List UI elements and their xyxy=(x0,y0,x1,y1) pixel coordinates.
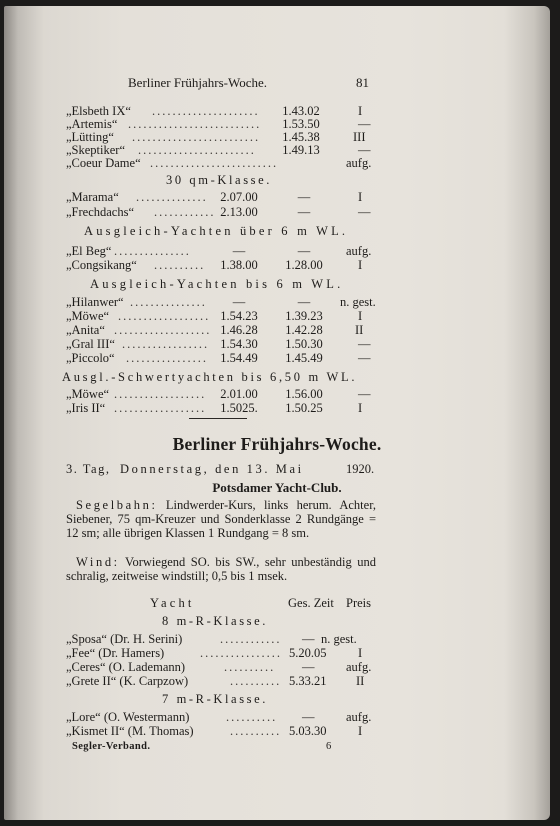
prize: I xyxy=(358,646,363,660)
leader-dots: .................. xyxy=(114,401,207,415)
time: 2.13.00 xyxy=(220,205,258,219)
yacht-name: „Elsbeth IX“ xyxy=(66,104,131,118)
prize: — xyxy=(358,337,371,351)
leader-dots: .................. xyxy=(114,387,207,401)
yacht-name: „Anita“ xyxy=(66,323,105,337)
yacht-name: „Möwe“ xyxy=(66,309,110,323)
prize: — xyxy=(358,205,371,219)
prize: I xyxy=(358,190,363,204)
prize: II xyxy=(356,674,365,688)
corrected-time: 1.39.23 xyxy=(285,309,323,323)
yacht-name: „Ceres“ (O. Lademann) xyxy=(66,660,186,674)
yacht-name: „Iris II“ xyxy=(66,401,106,415)
time: 1.54.30 xyxy=(220,337,258,351)
day-line: 3. Tag, Donnerstag, den 13. Mai 1920. xyxy=(66,462,375,476)
course-paragraph: Segelbahn: Lindwerder-Kurs, links herum. Achter, Siebener, 75 qm-Kreuzer und Sonderklasse 2 Rundgänge = 12 sm; alle übrigen Klassen 1 Rundgang = 8 sm. xyxy=(66,498,376,541)
time: 1.38.00 xyxy=(220,258,258,272)
prize: aufg. xyxy=(346,660,372,674)
leader-dots: ............ xyxy=(154,205,216,219)
time: 1.49.13 xyxy=(282,143,320,157)
time: — xyxy=(232,244,246,258)
time: 1.54.49 xyxy=(220,351,258,365)
time: 1.54.23 xyxy=(220,309,258,323)
class-heading: Ausgl.-Schwertyachten bis 6,50 m WL. xyxy=(62,370,358,384)
time: 5.03.30 xyxy=(289,724,327,738)
leader-dots: .......... xyxy=(230,674,282,688)
prize: I xyxy=(358,258,363,272)
yacht-name: „El Beg“ xyxy=(66,244,112,258)
footer-sheet-number: 6 xyxy=(326,741,332,752)
leader-dots: ......................... xyxy=(150,156,279,170)
time: 5.20.05 xyxy=(289,646,327,660)
leader-dots: ................ xyxy=(200,646,282,660)
time: — xyxy=(302,632,315,646)
class-heading: 30 qm-Klasse. xyxy=(166,173,273,187)
leader-dots: ................... xyxy=(114,323,212,337)
class-heading: 8 m-R-Klasse. xyxy=(162,614,269,628)
prize: I xyxy=(358,309,363,323)
leader-dots: .................. xyxy=(118,309,211,323)
time: 2.01.00 xyxy=(220,387,258,401)
time: — xyxy=(302,710,315,724)
running-head: Berliner Frühjahrs-Woche. xyxy=(128,75,268,90)
prize: — xyxy=(358,351,371,365)
section-title: Berliner Frühjahrs-Woche. xyxy=(172,434,382,454)
class-heading: Ausgleich-Yachten bis 6 m WL. xyxy=(90,277,344,291)
prize: — xyxy=(358,143,371,157)
prize: — xyxy=(358,117,371,131)
leader-dots: ....................... xyxy=(138,143,256,157)
yacht-name: „Artemis“ xyxy=(66,117,118,131)
yacht-name: „Möwe“ xyxy=(66,387,110,401)
yacht-name: „Piccolo“ xyxy=(66,351,115,365)
class-heading: Ausgleich-Yachten über 6 m WL. xyxy=(84,224,349,238)
prize: aufg. xyxy=(346,244,372,258)
yacht-name: „Congsikang“ xyxy=(66,258,137,272)
leader-dots: ......................... xyxy=(132,130,261,144)
corrected-time: — xyxy=(297,295,311,309)
corrected-time: — xyxy=(297,244,311,258)
prize: I xyxy=(358,724,363,738)
time: 1.5025. xyxy=(220,401,258,415)
prize: I xyxy=(358,401,363,415)
prize: n. gest. xyxy=(321,632,357,646)
yacht-name: „Sposa“ (Dr. H. Serini) xyxy=(66,632,183,646)
corrected-time: 1.50.30 xyxy=(285,337,323,351)
yacht-name: „Coeur Dame“ xyxy=(66,156,141,170)
yacht-name: „Grete II“ (K. Carpzow) xyxy=(66,674,189,688)
yacht-name: „Lore“ (O. Westermann) xyxy=(66,710,190,724)
corrected-time: 1.42.28 xyxy=(285,323,323,337)
prize: II xyxy=(355,323,364,337)
leader-dots: ..................... xyxy=(152,104,260,118)
yacht-name: „Frechdachs“ xyxy=(66,205,135,219)
prize: aufg. xyxy=(346,710,372,724)
prize: I xyxy=(358,104,363,118)
leader-dots: ............... xyxy=(130,295,207,309)
leader-dots: .......................... xyxy=(128,117,262,131)
footer-signature: Segler-Verband. xyxy=(72,741,151,752)
time: 1.45.38 xyxy=(282,130,320,144)
time: 1.46.28 xyxy=(220,323,258,337)
time: 1.53.50 xyxy=(282,117,320,131)
leader-dots: .............. xyxy=(136,190,208,204)
time: — xyxy=(232,295,246,309)
corrected-time: 1.45.49 xyxy=(285,351,323,365)
class-heading: 7 m-R-Klasse. xyxy=(162,692,269,706)
prize: n. gest. xyxy=(340,295,376,309)
corrected-time: 1.56.00 xyxy=(285,387,323,401)
prize: — xyxy=(358,387,371,401)
leader-dots: ............... xyxy=(114,244,191,258)
time: 2.07.00 xyxy=(220,190,258,204)
prize: aufg. xyxy=(346,156,372,170)
time: 1.43.02 xyxy=(282,104,320,118)
leader-dots: .......... xyxy=(226,710,278,724)
yacht-name: „Hilanwer“ xyxy=(66,295,124,309)
yacht-name: „Fee“ (Dr. Hamers) xyxy=(66,646,165,660)
corrected-time: — xyxy=(297,190,311,204)
prize: III xyxy=(353,130,366,144)
corrected-time: — xyxy=(297,205,311,219)
yacht-name: „Kismet II“ (M. Thomas) xyxy=(66,724,194,738)
book-page: Berliner Frühjahrs-Woche. 81 „Elsbeth IX“ ..................... 1.43.02 I „Artemis“ .......................... 1.53.50 — „Lütting“ ......................... 1.45.38 III „Skeptiker“ ....................... 1.49.13 — „Coeur Dame“ ......................... aufg. 30 qm-Klasse. „Marama“ .............. 2.07.00 — I „Frechdachs“ ............ 2.13.00 — — Ausgleich-Yachten über 6 m WL. „El Beg“ ............... — — aufg. „Congsikang“ .......... 1.38.00 1.28.00 I Ausgleich-Yachten bis 6 m WL. „Hilanwer“ ............... — — n. gest. „Möwe“ .................. 1.54.23 1.39.23 I „Anita“ ................... 1.46.28 1.42.28 II „Gral III“ ................. 1.54.30 1.50.30 — „Piccolo“ ................ 1.54.49 1.45.49 — Ausgl.-Schwertyachten bis 6,50 m WL. „Möwe“ .................. 2.01.00 1.56.00 — „Iris II“ .................. 1.5025. 1.50.25 I Berliner Frühjahrs-Woche. 3. Tag, Donnerstag, den 13. Mai 1920. Potsdamer Yacht-Club. Segelbahn: Lindwerder-Kurs, links herum. Achter, Siebener, 75 qm-Kreuzer und Sonderklasse 2 Rundgänge = 12 sm; alle übrigen Klassen 1 Rundgang = 8 sm. Wind: Vorwiegend SO. bis SW., sehr unbeständig und schralig, zeitweise windstill; 0,5 bis 1 msek. Yacht Ges. Zeit Preis 8 m-R-Klasse. „Sposa“ (Dr. H. Serini) ............ — n. gest. „Fee“ (Dr. Hamers) ................ 5.20.05 I „Ceres“ (O. Lademann) .......... — aufg. „Grete II“ (K. Carpzow) .......... 5.33.21 II 7 m-R-Klasse. „Lore“ (O. Westermann) .......... — aufg. „Kismet II“ (M. Thomas) .......... 5.03.30 I Segler-Verband. 6 xyxy=(4,6,550,820)
time: 5.33.21 xyxy=(289,674,327,688)
yacht-name: „Marama“ xyxy=(66,190,119,204)
page-number: 81 xyxy=(356,75,369,90)
club-name: Potsdamer Yacht-Club. xyxy=(212,480,342,495)
leader-dots: .......... xyxy=(154,258,206,272)
section-divider xyxy=(189,418,247,419)
yacht-name: „Gral III“ xyxy=(66,337,115,351)
wind-paragraph: Wind: Vorwiegend SO. bis SW., sehr unbeständig und schralig, zeitweise windstill; 0,5 bis 1 msek. xyxy=(66,555,376,584)
leader-dots: ................. xyxy=(122,337,210,351)
corrected-time: 1.50.25 xyxy=(285,401,323,415)
leader-dots: ................ xyxy=(126,351,208,365)
time: — xyxy=(302,660,315,674)
leader-dots: .......... xyxy=(224,660,276,674)
yacht-name: „Skeptiker“ xyxy=(66,143,126,157)
yacht-name: „Lütting“ xyxy=(66,130,114,144)
leader-dots: .......... xyxy=(230,724,282,738)
corrected-time: 1.28.00 xyxy=(285,258,323,272)
leader-dots: ............ xyxy=(220,632,282,646)
